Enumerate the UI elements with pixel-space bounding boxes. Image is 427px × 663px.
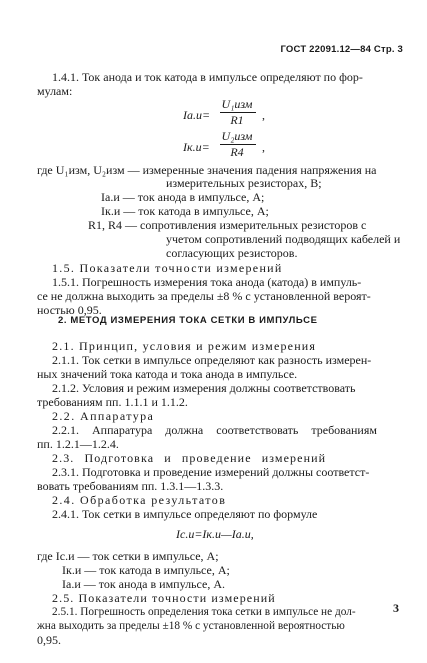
subsection-heading: 2.3. Подготовка и проведение измерений xyxy=(52,451,327,465)
section-title: 2. МЕТОД ИЗМЕРЕНИЯ ТОКА СЕТКИ В ИМПУЛЬСЕ xyxy=(58,315,318,326)
text-line: 2.1.2. Условия и режим измерения должны соответствовать xyxy=(52,381,356,395)
formula-1-fraction xyxy=(218,97,258,129)
formula-1-numerator: U₁изм xyxy=(221,97,253,111)
text-line: измерительных резисторах, В; xyxy=(166,176,322,190)
formula-2-numerator: U₂изм xyxy=(221,129,253,143)
text-line: согласующих резисторов. xyxy=(166,246,298,260)
formula-3: Iс.и=Iк.и—Iа.и, xyxy=(176,527,254,541)
text-line: 2.5.1. Погрешность определения тока сетки в импульсе не дол- xyxy=(52,606,356,618)
text-line: ностью 0,95. xyxy=(37,303,102,317)
text-line: Iк.и — ток катода в импульсе, А; xyxy=(62,563,230,577)
comma: , xyxy=(262,108,265,122)
text-line: 1.5.1. Погрешность измерения тока анода (катода) в импуль- xyxy=(52,275,362,289)
comma: , xyxy=(262,140,265,154)
text-line: где U₁изм, U₂изм — измеренные значения падения напряжения на xyxy=(37,163,377,177)
text-line: вовать требованиям пп. 1.3.1—1.3.3. xyxy=(37,479,224,493)
text-line: 2.3.1. Подготовка и проведение измерений должны соответст- xyxy=(52,465,370,479)
subsection-heading: 2.2. Аппаратура xyxy=(52,409,155,423)
page-header: ГОСТ 22091.12—84 Стр. 3 xyxy=(280,44,403,55)
text-line: Iа.и — ток анода в импульсе, А; xyxy=(101,190,265,204)
text-line: 2.4.1. Ток сетки в импульсе определяют по формуле xyxy=(52,507,318,521)
text-line: ных значений тока катода и тока анода в импульсе. xyxy=(37,367,298,381)
text-line: 0,95. xyxy=(37,633,61,647)
formula-1-lhs: Iа.и= xyxy=(183,108,211,122)
formula-1-denominator: R1 xyxy=(230,113,244,127)
text-line: 1.4.1. Ток анода и ток катода в импульсе определяют по фор- xyxy=(52,70,363,84)
subsection-heading: 2.1. Принцип, условия и режим измерения xyxy=(52,339,317,353)
text-line: 2.1.1. Ток сетки в импульсе определяют как разность измерен- xyxy=(52,353,372,367)
formula-2-fraction xyxy=(218,129,258,161)
text-line: Iа.и — ток анода в импульсе, А. xyxy=(62,577,225,591)
subsection-heading: 1.5. Показатели точности измерений xyxy=(52,261,283,275)
text-line: пп. 1.2.1—1.2.4. xyxy=(37,437,119,451)
text-line: требованиям пп. 1.1.1 и 1.1.2. xyxy=(37,395,188,409)
subsection-heading: 2.5. Показатели точности измерений xyxy=(52,591,276,605)
text-line: Iк.и — ток катода в импульсе, А; xyxy=(101,204,269,218)
formula-2-denominator: R4 xyxy=(230,145,244,159)
page-number: 3 xyxy=(393,601,399,615)
text-line: 2.2.1. Аппаратура должна соответствовать требованиям xyxy=(52,423,377,437)
text-line: учетом сопротивлений подводящих кабелей и xyxy=(166,232,401,246)
text-line: се не должна выходить за пределы ±8 % с установленной вероят- xyxy=(37,289,371,303)
text-line: жна выходить за пределы ±18 % с установленной вероятностью xyxy=(37,620,345,632)
text-line: мулам: xyxy=(37,84,73,98)
subsection-heading: 2.4. Обработка результатов xyxy=(52,493,227,507)
formula-2-lhs: Iк.и= xyxy=(183,140,210,154)
text-line: R1, R4 — сопротивления измерительных резисторов с xyxy=(88,218,367,232)
text-line: где Iс.и — ток сетки в импульсе, А; xyxy=(37,549,219,563)
